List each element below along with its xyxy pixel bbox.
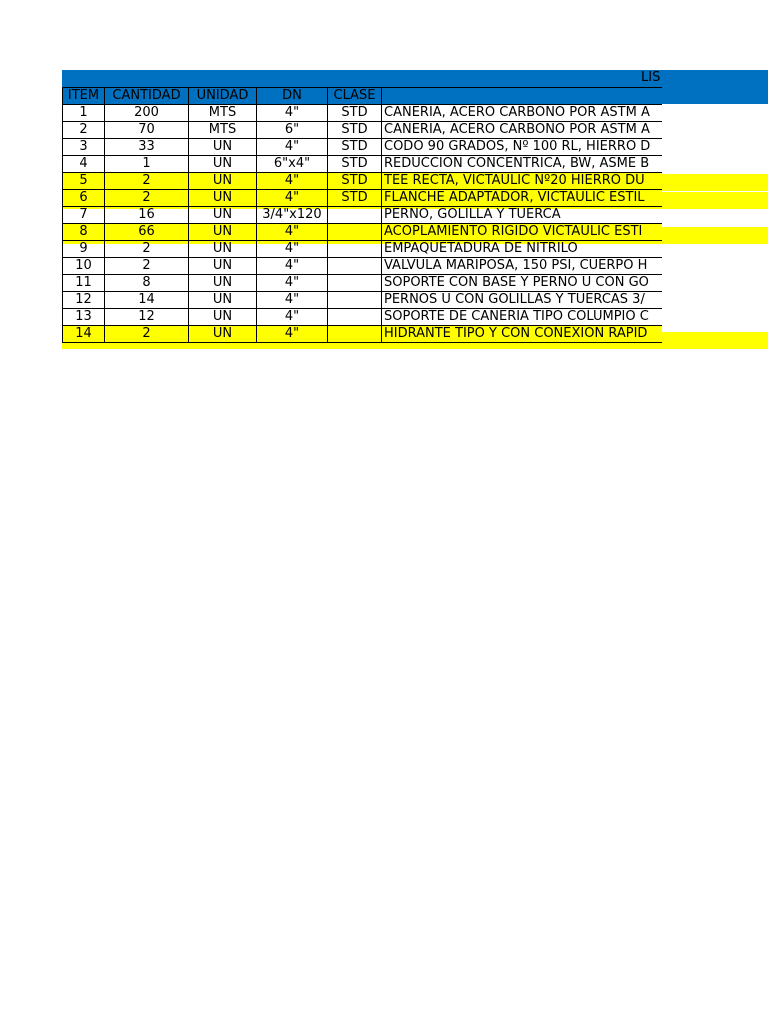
cell-item[interactable]: 9 bbox=[63, 241, 105, 258]
cell-unidad[interactable]: UN bbox=[189, 309, 257, 326]
cell-unidad[interactable]: UN bbox=[189, 224, 257, 241]
cell-item[interactable]: 5 bbox=[63, 173, 105, 190]
cell-unidad[interactable]: MTS bbox=[189, 122, 257, 139]
cell-descripcion[interactable]: CAÑERIA, ACERO CARBONO POR ASTM A bbox=[382, 105, 662, 122]
cell-cantidad[interactable]: 14 bbox=[105, 292, 189, 309]
header-cantidad: CANTIDAD bbox=[105, 88, 189, 105]
cell-descripcion[interactable]: REDUCCION CONCENTRICA, BW, ASME B bbox=[382, 156, 662, 173]
table-row bbox=[63, 207, 662, 224]
table-row bbox=[63, 241, 662, 258]
cell-clase[interactable]: STD bbox=[328, 173, 382, 190]
cell-item[interactable]: 14 bbox=[63, 326, 105, 343]
table-row bbox=[63, 275, 662, 292]
cell-dn[interactable]: 4" bbox=[257, 139, 328, 156]
table-row bbox=[63, 326, 662, 343]
cell-cantidad[interactable]: 2 bbox=[105, 190, 189, 207]
cell-descripcion[interactable]: CAÑERIA, ACERO CARBONO POR ASTM A bbox=[382, 122, 662, 139]
cell-clase[interactable]: STD bbox=[328, 105, 382, 122]
cell-descripcion[interactable]: TEE RECTA, VICTAULIC Nº20 HIERRO DU bbox=[382, 173, 662, 190]
cell-dn[interactable]: 4" bbox=[257, 275, 328, 292]
cell-clase[interactable] bbox=[328, 207, 382, 224]
cell-item[interactable]: 10 bbox=[63, 258, 105, 275]
cell-descripcion[interactable]: PERNOS U CON GOLILLAS Y TUERCAS 3/ bbox=[382, 292, 662, 309]
cell-descripcion[interactable]: SOPORTE DE CAÑERIA TIPO COLUMPIO C bbox=[382, 309, 662, 326]
cell-descripcion[interactable]: EMPAQUETADURA DE NITRILO bbox=[382, 241, 662, 258]
cell-cantidad[interactable]: 2 bbox=[105, 326, 189, 343]
cell-item[interactable]: 11 bbox=[63, 275, 105, 292]
cell-cantidad[interactable]: 2 bbox=[105, 258, 189, 275]
cell-unidad[interactable]: UN bbox=[189, 275, 257, 292]
cell-cantidad[interactable]: 200 bbox=[105, 105, 189, 122]
cell-descripcion[interactable]: CODO 90 GRADOS, Nº 100 RL, HIERRO D bbox=[382, 139, 662, 156]
cell-unidad[interactable]: UN bbox=[189, 190, 257, 207]
header-clase: CLASE bbox=[328, 88, 382, 105]
cell-clase[interactable]: STD bbox=[328, 190, 382, 207]
table-row bbox=[63, 190, 662, 207]
cell-clase[interactable] bbox=[328, 258, 382, 275]
cell-clase[interactable] bbox=[328, 326, 382, 343]
cell-unidad[interactable]: MTS bbox=[189, 105, 257, 122]
cell-clase[interactable]: STD bbox=[328, 156, 382, 173]
cell-unidad[interactable]: UN bbox=[189, 326, 257, 343]
table-row bbox=[63, 105, 662, 122]
table-row bbox=[63, 173, 662, 190]
cell-dn[interactable]: 3/4"x120 bbox=[257, 207, 328, 224]
cell-clase[interactable] bbox=[328, 309, 382, 326]
cell-clase[interactable]: STD bbox=[328, 122, 382, 139]
cell-cantidad[interactable]: 70 bbox=[105, 122, 189, 139]
header-item: ITEM bbox=[63, 88, 105, 105]
cell-cantidad[interactable]: 16 bbox=[105, 207, 189, 224]
sheet-title: LIS bbox=[641, 70, 661, 85]
cell-cantidad[interactable]: 8 bbox=[105, 275, 189, 292]
header-unidad: UNIDAD bbox=[189, 88, 257, 105]
header-dn: DN bbox=[257, 88, 328, 105]
cell-cantidad[interactable]: 1 bbox=[105, 156, 189, 173]
cell-dn[interactable]: 4" bbox=[257, 190, 328, 207]
cell-unidad[interactable]: UN bbox=[189, 241, 257, 258]
cell-item[interactable]: 2 bbox=[63, 122, 105, 139]
cell-dn[interactable]: 4" bbox=[257, 173, 328, 190]
cell-dn[interactable]: 4" bbox=[257, 309, 328, 326]
cell-cantidad[interactable]: 2 bbox=[105, 173, 189, 190]
cell-clase[interactable] bbox=[328, 241, 382, 258]
cell-item[interactable]: 8 bbox=[63, 224, 105, 241]
cell-descripcion[interactable]: VALVULA MARIPOSA, 150 PSI, CUERPO H bbox=[382, 258, 662, 275]
cell-clase[interactable]: STD bbox=[328, 139, 382, 156]
cell-dn[interactable]: 4" bbox=[257, 326, 328, 343]
cell-descripcion[interactable]: ACOPLAMIENTO RIGIDO VICTAULIC ESTI bbox=[382, 224, 662, 241]
cell-item[interactable]: 7 bbox=[63, 207, 105, 224]
cell-cantidad[interactable]: 12 bbox=[105, 309, 189, 326]
cell-item[interactable]: 4 bbox=[63, 156, 105, 173]
cell-unidad[interactable]: UN bbox=[189, 156, 257, 173]
table-row bbox=[63, 224, 662, 241]
table-row bbox=[63, 122, 662, 139]
cell-unidad[interactable]: UN bbox=[189, 258, 257, 275]
cell-cantidad[interactable]: 2 bbox=[105, 241, 189, 258]
cell-dn[interactable]: 6"x4" bbox=[257, 156, 328, 173]
cell-cantidad[interactable]: 33 bbox=[105, 139, 189, 156]
cell-dn[interactable]: 4" bbox=[257, 224, 328, 241]
cell-item[interactable]: 3 bbox=[63, 139, 105, 156]
table-header-row bbox=[63, 88, 662, 105]
cell-unidad[interactable]: UN bbox=[189, 139, 257, 156]
cell-item[interactable]: 6 bbox=[63, 190, 105, 207]
cell-dn[interactable]: 6" bbox=[257, 122, 328, 139]
cell-item[interactable]: 12 bbox=[63, 292, 105, 309]
cell-descripcion[interactable]: HIDRANTE TIPO Y CON CONEXION RAPID bbox=[382, 326, 662, 343]
header-descripcion bbox=[382, 88, 662, 105]
cell-cantidad[interactable]: 66 bbox=[105, 224, 189, 241]
table-row bbox=[63, 309, 662, 326]
table-row bbox=[63, 156, 662, 173]
cell-clase[interactable] bbox=[328, 292, 382, 309]
cell-descripcion[interactable]: FLANCHE ADAPTADOR, VICTAULIC ESTIL bbox=[382, 190, 662, 207]
cell-dn[interactable]: 4" bbox=[257, 258, 328, 275]
table-row bbox=[63, 258, 662, 275]
cell-item[interactable]: 13 bbox=[63, 309, 105, 326]
cell-dn[interactable]: 4" bbox=[257, 105, 328, 122]
cell-descripcion[interactable]: PERNO, GOLILLA Y TUERCA bbox=[382, 207, 662, 224]
cell-unidad[interactable]: UN bbox=[189, 292, 257, 309]
cell-descripcion[interactable]: SOPORTE CON BASE Y PERNO U CON GO bbox=[382, 275, 662, 292]
cell-dn[interactable]: 4" bbox=[257, 241, 328, 258]
cell-unidad[interactable]: UN bbox=[189, 173, 257, 190]
cell-clase[interactable] bbox=[328, 275, 382, 292]
cell-unidad[interactable]: UN bbox=[189, 207, 257, 224]
materials-table bbox=[62, 87, 662, 343]
cell-clase[interactable] bbox=[328, 224, 382, 241]
table-row bbox=[63, 292, 662, 309]
cell-dn[interactable]: 4" bbox=[257, 292, 328, 309]
table-row bbox=[63, 139, 662, 156]
cell-item[interactable]: 1 bbox=[63, 105, 105, 122]
